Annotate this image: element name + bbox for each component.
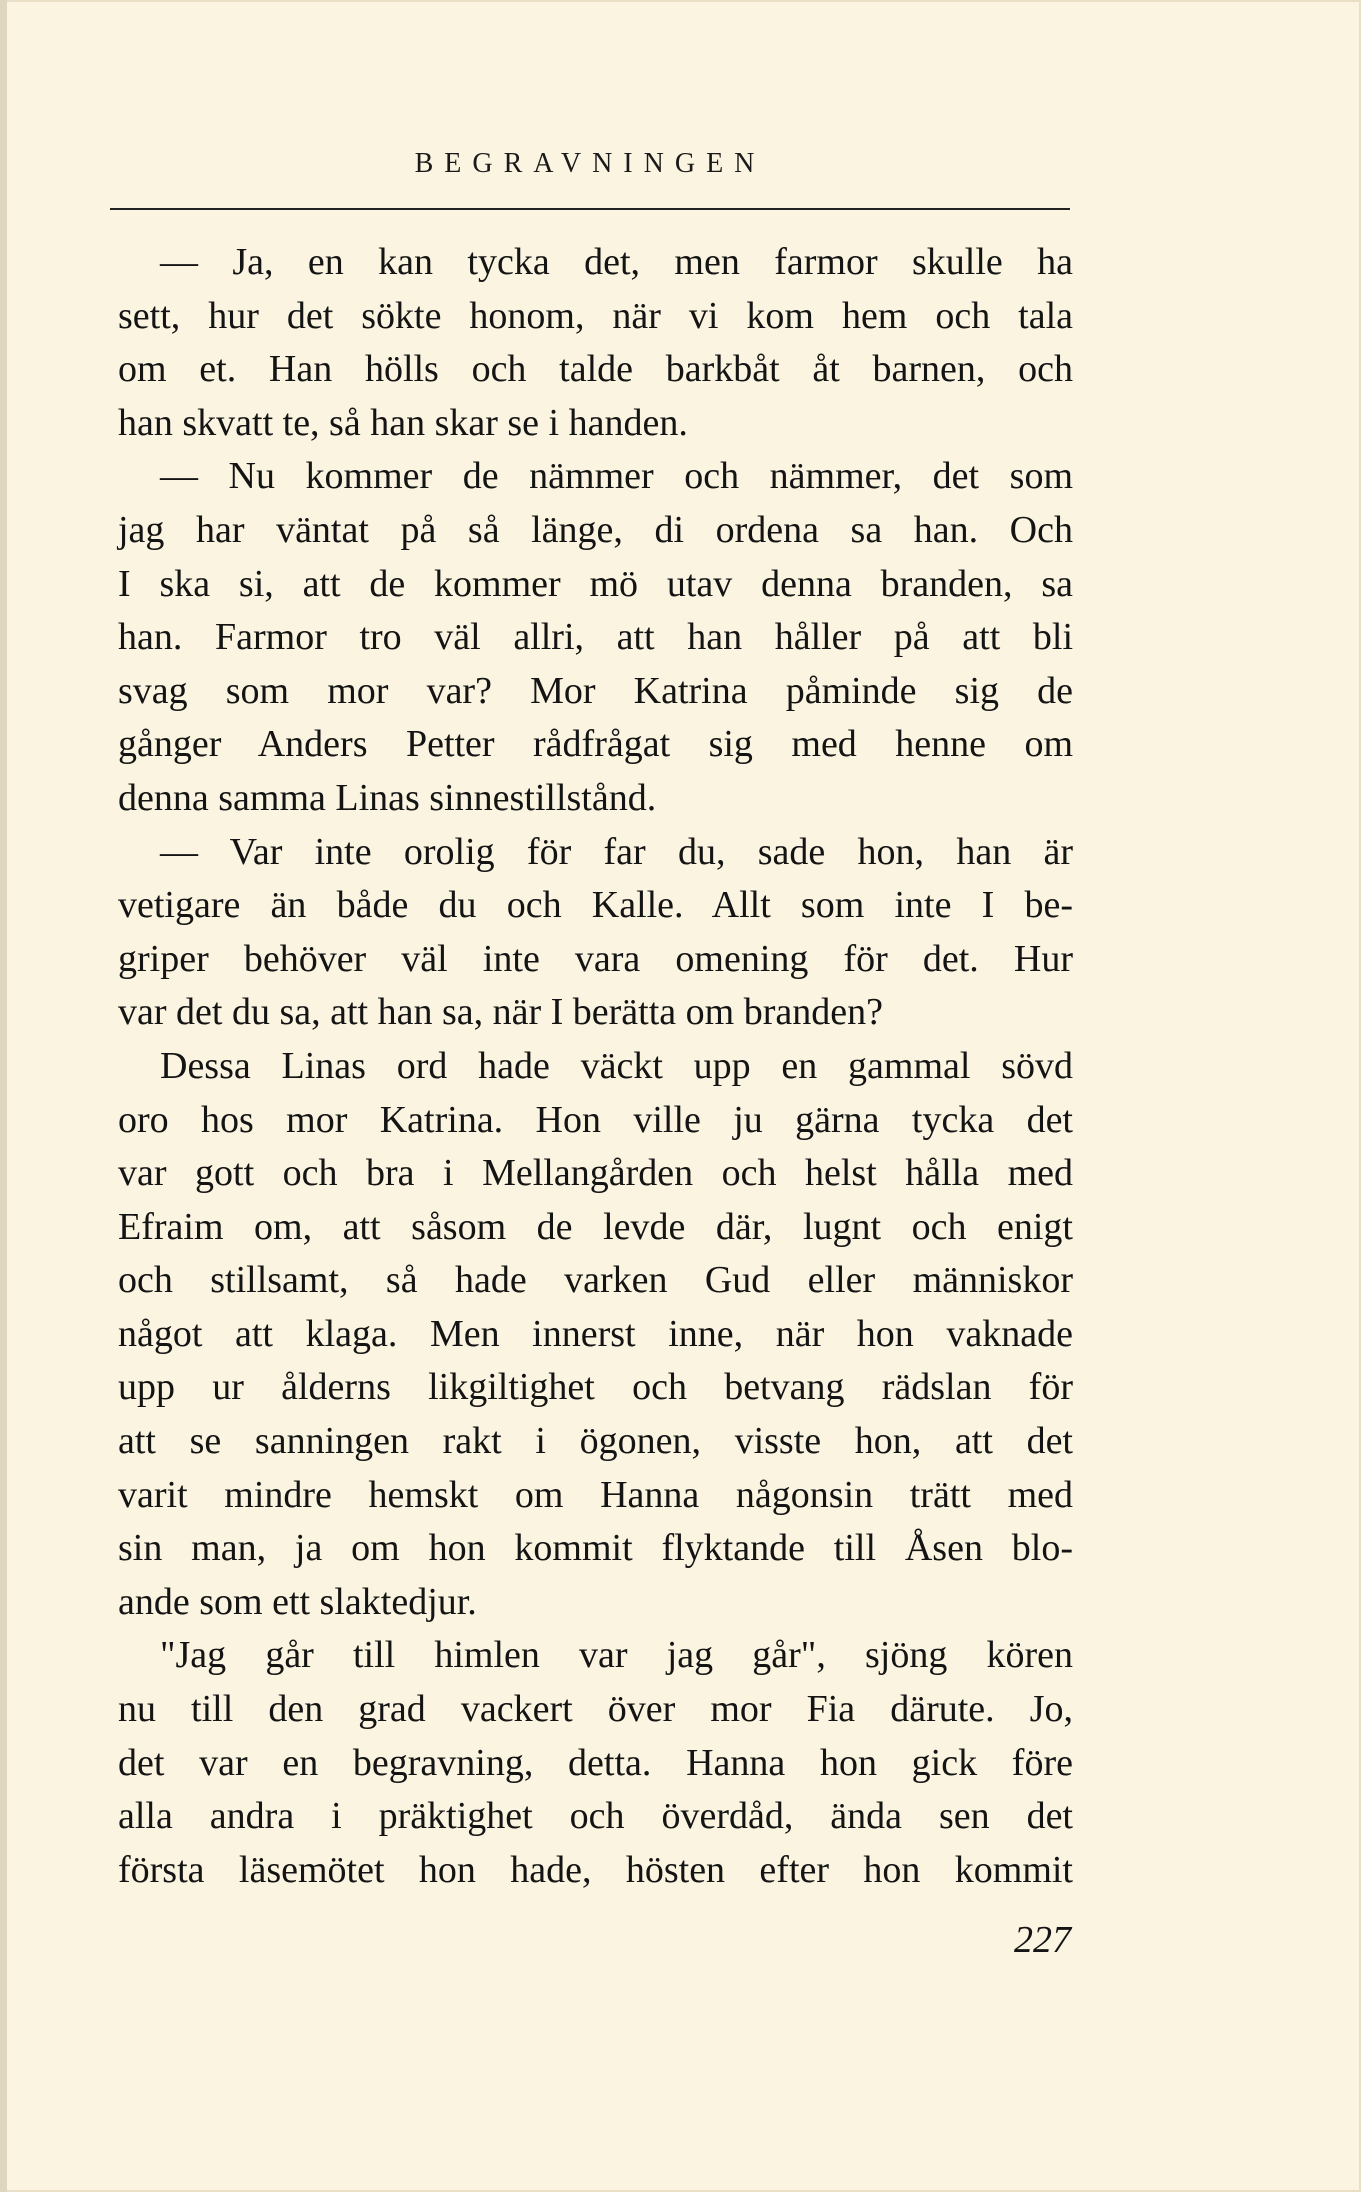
page-edge bbox=[0, 0, 7, 2192]
header-rule bbox=[110, 208, 1070, 210]
text-line: upp ur ålderns likgiltighet och betvang rädslan för bbox=[118, 1366, 1073, 1409]
text-line: denna samma Linas sinnestillstånd. bbox=[118, 776, 657, 819]
body-text bbox=[118, 236, 1073, 1897]
text-line: I ska si, att de kommer mö utav denna branden, sa bbox=[118, 562, 1073, 605]
text-line: han skvatt te, så han skar se i handen. bbox=[118, 401, 688, 444]
text-line: — Var inte orolig för far du, sade hon, han är bbox=[160, 830, 1073, 873]
text-line: — Ja, en kan tycka det, men farmor skulle ha bbox=[160, 241, 1073, 283]
running-head: BEGRAVNINGEN bbox=[414, 148, 766, 179]
text-line: varit mindre hemskt om Hanna någonsin trätt med bbox=[118, 1473, 1073, 1516]
text-line: griper behöver väl inte vara omening för det. Hur bbox=[118, 937, 1073, 980]
text-line: var det du sa, att han sa, när I berätta om branden? bbox=[118, 991, 883, 1034]
text-line: gånger Anders Petter rådfrågat sig med henne om bbox=[118, 723, 1073, 766]
text-line: om et. Han hölls och talde barkbåt åt barnen, och bbox=[118, 348, 1073, 391]
text-line: var gott och bra i Mellangården och helst hålla med bbox=[118, 1152, 1073, 1195]
page-number: 227 bbox=[1014, 1919, 1071, 1961]
text-line: Efraim om, att såsom de levde där, lugnt och enigt bbox=[118, 1205, 1073, 1248]
text-line: vetigare än både du och Kalle. Allt som inte I be- bbox=[118, 884, 1073, 927]
text-line: jag har väntat på så länge, di ordena sa han. Och bbox=[118, 508, 1073, 551]
text-line: det var en begravning, detta. Hanna hon gick före bbox=[118, 1741, 1073, 1784]
text-line: svag som mor var? Mor Katrina påminde sig de bbox=[118, 669, 1073, 712]
text-line: första läsemötet hon hade, hösten efter hon kommit bbox=[118, 1848, 1073, 1891]
text-line: nu till den grad vackert över mor Fia därute. Jo, bbox=[118, 1688, 1073, 1731]
text-line: sett, hur det sökte honom, när vi kom hem och tala bbox=[118, 294, 1073, 337]
text-line: och stillsamt, så hade varken Gud eller människor bbox=[118, 1259, 1073, 1302]
text-line: "Jag går till himlen var jag går", sjöng kören bbox=[160, 1634, 1073, 1677]
text-line: Dessa Linas ord hade väckt upp en gammal sövd bbox=[160, 1044, 1073, 1087]
text-line: att se sanningen rakt i ögonen, visste hon, att det bbox=[118, 1420, 1073, 1463]
text-line: ande som ett slaktedjur. bbox=[118, 1580, 477, 1623]
text-line: oro hos mor Katrina. Hon ville ju gärna tycka det bbox=[118, 1098, 1073, 1141]
text-line: alla andra i präktighet och överdåd, ända sen det bbox=[118, 1795, 1073, 1838]
text-line: — Nu kommer de nämmer och nämmer, det som bbox=[160, 455, 1073, 498]
text-line: han. Farmor tro väl allri, att han håller på att bli bbox=[118, 616, 1073, 659]
text-line: något att klaga. Men innerst inne, när hon vaknade bbox=[118, 1312, 1073, 1355]
text-line: sin man, ja om hon kommit flyktande till Åsen blo- bbox=[118, 1527, 1073, 1570]
